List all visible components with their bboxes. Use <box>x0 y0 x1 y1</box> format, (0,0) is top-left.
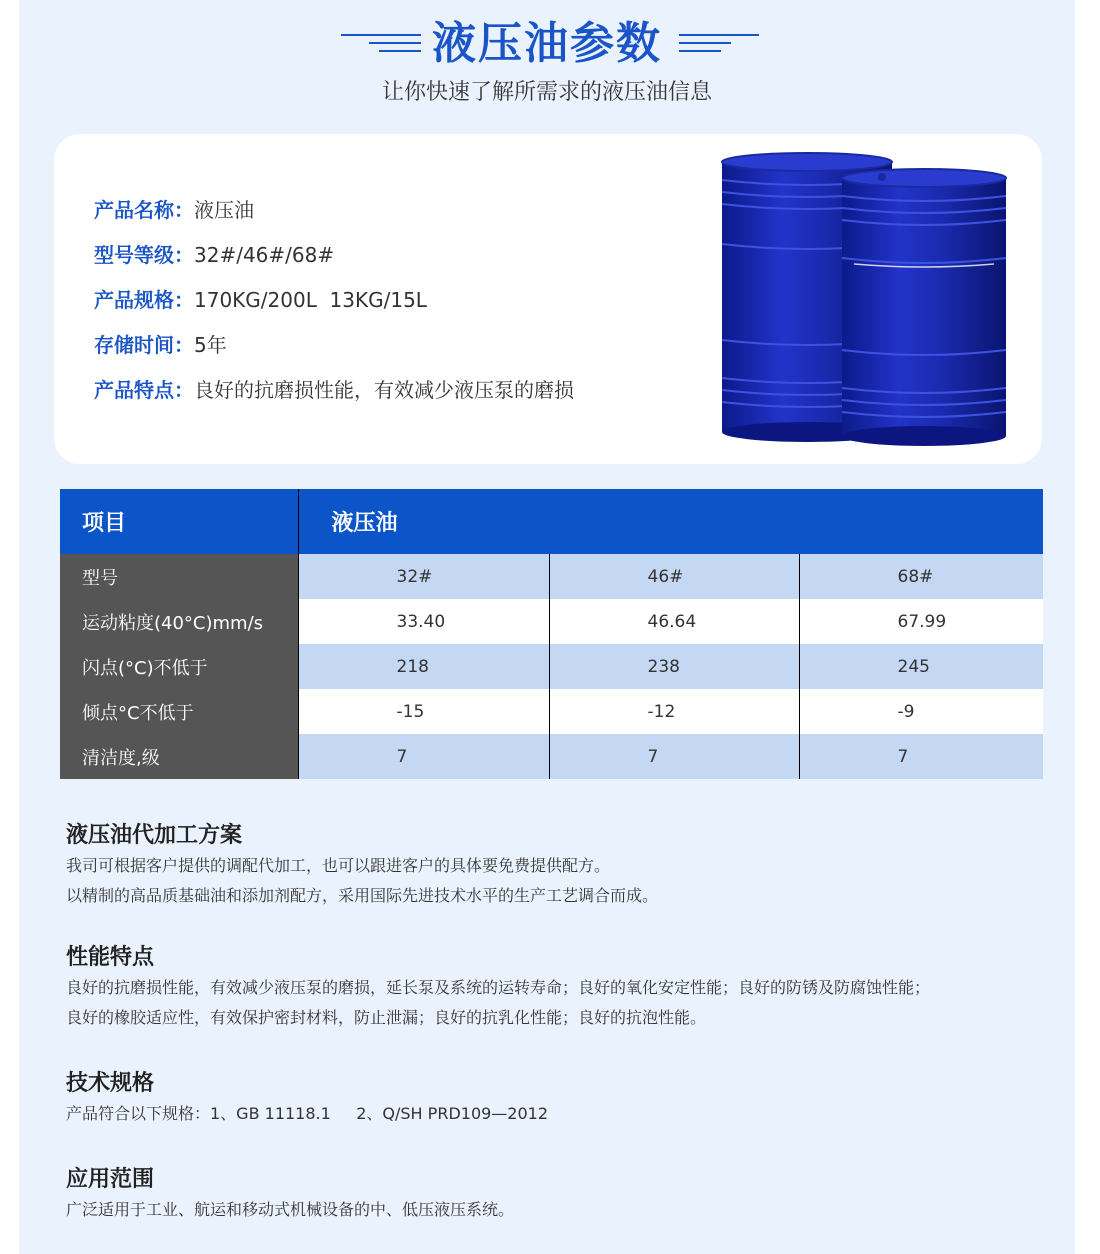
info-value: 良好的抗磨损性能，有效减少液压泵的磨损 <box>194 378 574 402</box>
info-row-grade <box>94 234 574 279</box>
drum-front <box>842 169 1006 446</box>
section-application <box>66 1165 1056 1225</box>
header <box>19 14 1075 74</box>
section-text: 良好的橡胶适应性，有效保护密封材料，防止泄漏；良好的抗乳化性能；良好的抗泡性能。 <box>66 1008 707 1027</box>
page <box>19 0 1075 1254</box>
row-label: 运动粘度(40°C)mm/s <box>60 599 298 644</box>
info-row-spec <box>94 279 574 324</box>
table-header-product: 液压油 <box>298 489 1043 554</box>
table-cell: 32# <box>298 554 549 599</box>
product-info-card <box>54 134 1042 464</box>
page-subtitle: 让你快速了解所需求的液压油信息 <box>381 80 712 105</box>
section-title: 应用范围 <box>66 1167 155 1192</box>
section-text: 以精制的高品质基础油和添加剂配方，采用国际先进技术水平的生产工艺调合而成。 <box>66 886 659 905</box>
section-performance <box>66 943 1056 1033</box>
info-label: 产品特点： <box>94 378 194 402</box>
section-title: 液压油代加工方案 <box>66 823 243 848</box>
table-cell: 245 <box>799 644 1043 689</box>
info-value: 32#/46#/68# <box>194 243 335 267</box>
row-label: 闪点(°C)不低于 <box>60 644 298 689</box>
section-tech-spec <box>66 1069 1056 1129</box>
table-row <box>60 599 1043 644</box>
spec-table <box>60 489 1043 779</box>
table-cell: 7 <box>549 734 799 779</box>
title-decoration-right <box>679 32 769 56</box>
section-title: 技术规格 <box>66 1071 155 1096</box>
table-header-row <box>60 489 1043 554</box>
table-row <box>60 554 1043 599</box>
row-label: 倾点°C不低于 <box>60 689 298 734</box>
table-cell: -15 <box>298 689 549 734</box>
table-cell: -9 <box>799 689 1043 734</box>
info-label: 型号等级： <box>94 243 194 267</box>
table-row <box>60 734 1043 779</box>
info-label: 存储时间： <box>94 333 194 357</box>
table-row <box>60 689 1043 734</box>
info-row-feature <box>94 369 574 414</box>
table-cell: 33.40 <box>298 599 549 644</box>
table-cell: 238 <box>549 644 799 689</box>
info-row-storage <box>94 324 574 369</box>
table-cell: 7 <box>799 734 1043 779</box>
table-cell: 218 <box>298 644 549 689</box>
section-oem <box>66 821 1056 911</box>
table-cell: 67.99 <box>799 599 1043 644</box>
info-value: 液压油 <box>194 198 254 222</box>
title-decoration-left <box>341 32 431 56</box>
section-text: 我司可根据客户提供的调配代加工，也可以跟进客户的具体要免费提供配方。 <box>66 856 611 875</box>
info-value: 170KG/200L 13KG/15L <box>194 288 427 312</box>
table-row <box>60 644 1043 689</box>
oil-drums-image <box>714 152 1044 452</box>
table-cell: 46.64 <box>549 599 799 644</box>
row-label: 型号 <box>60 554 298 599</box>
page-title: 液压油参数 <box>432 18 662 69</box>
section-text: 良好的抗磨损性能，有效减少液压泵的磨损，延长泵及系统的运转寿命；良好的氧化安定性能；良好的防锈及防腐蚀性能； <box>66 978 931 997</box>
table-cell: -12 <box>549 689 799 734</box>
row-label: 清洁度,级 <box>60 734 298 779</box>
info-label: 产品规格： <box>94 288 194 312</box>
product-info-list <box>94 189 574 414</box>
section-text: 广泛适用于工业、航运和移动式机械设备的中、低压液压系统。 <box>66 1200 515 1219</box>
table-header-item: 项目 <box>60 489 298 554</box>
table-cell: 7 <box>298 734 549 779</box>
section-title: 性能特点 <box>66 945 155 970</box>
section-text: 产品符合以下规格：1、GB 11118.1 2、Q/SH PRD109—2012 <box>66 1104 549 1123</box>
info-label: 产品名称： <box>94 198 194 222</box>
info-value: 5年 <box>194 333 227 357</box>
info-row-name <box>94 189 574 234</box>
table-cell: 46# <box>549 554 799 599</box>
table-cell: 68# <box>799 554 1043 599</box>
